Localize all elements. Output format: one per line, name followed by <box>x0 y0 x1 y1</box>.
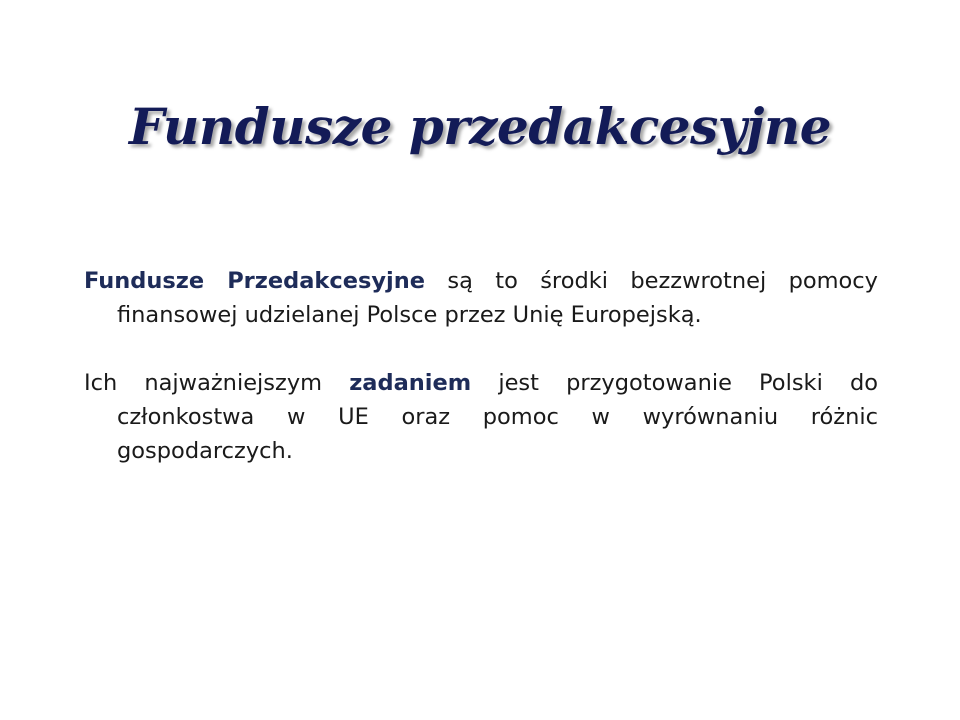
emphasis-term: Fundusze Przedakcesyjne <box>84 268 426 294</box>
purpose-text-before: Ich najważniejszym <box>84 370 350 396</box>
purpose-text-after: jest przygotowanie Polski do członkostwa w UE oraz pomoc w wyrównaniu różnic gospodarczych. <box>117 370 878 464</box>
slide-body <box>84 264 878 502</box>
paragraph-purpose <box>84 366 878 468</box>
paragraph-definition <box>84 264 878 332</box>
emphasis-task: zadaniem <box>349 370 472 396</box>
definition-text: są to środki bezzwrotnej pomocy finansowej udzielanej Polsce przez Unię Europejską. <box>117 268 878 328</box>
slide-title: Fundusze przedakcesyjne <box>128 97 832 156</box>
